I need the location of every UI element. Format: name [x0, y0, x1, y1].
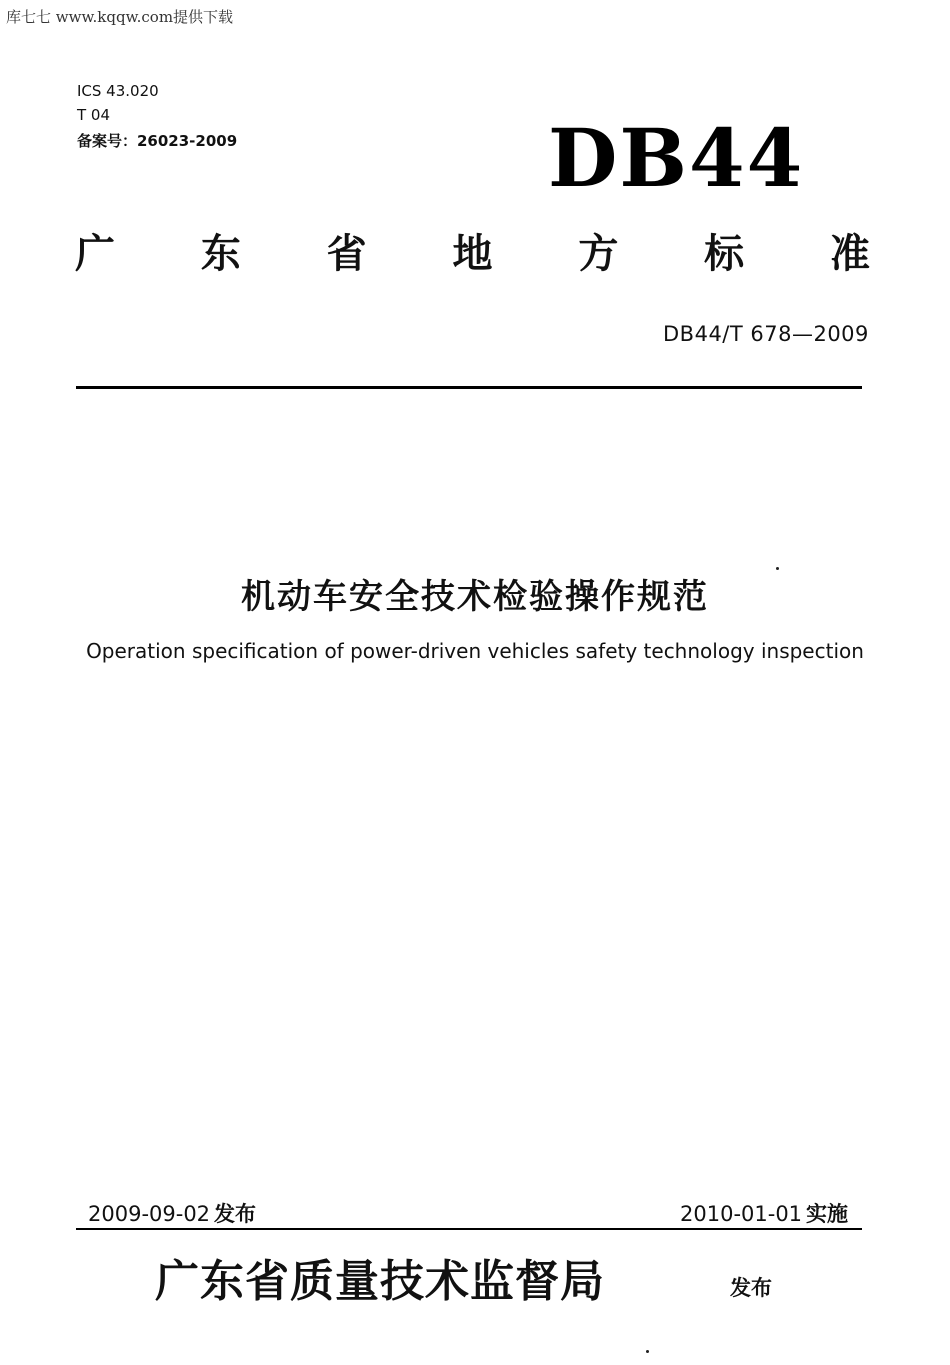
standard-type-char: 标	[704, 231, 745, 277]
standard-code: DB44	[548, 111, 805, 205]
ics-code: ICS 43.020	[77, 82, 159, 100]
top-divider	[76, 386, 862, 389]
issuing-authority: 广东省质量技术监督局	[155, 1256, 605, 1307]
scan-speck	[776, 567, 779, 570]
issuing-authority-label: 发布	[730, 1276, 772, 1300]
title-chinese: 机动车安全技术检验操作规范	[241, 577, 709, 617]
standard-type-char: 准	[829, 231, 870, 277]
issue-date-value: 2009-09-02	[88, 1202, 211, 1226]
standard-type-char: 方	[578, 231, 619, 277]
issue-date	[88, 1198, 256, 1228]
standard-number: DB44/T 678—2009	[663, 322, 869, 346]
implementation-date-label: 实施	[806, 1202, 849, 1226]
issue-date-label: 发布	[214, 1202, 257, 1226]
record-number: 备案号：26023-2009	[77, 132, 238, 150]
bottom-divider	[76, 1228, 862, 1230]
classification-code: T 04	[77, 106, 111, 124]
standard-type-char: 地	[452, 231, 493, 277]
standard-type-char: 广	[75, 231, 115, 277]
title-english: Operation specification of power-driven vehicles safety technology inspection	[86, 639, 864, 663]
implementation-date	[680, 1198, 848, 1228]
implementation-date-value: 2010-01-01	[680, 1202, 803, 1226]
standard-type	[75, 231, 870, 277]
watermark-text: 库七七 www.kqqw.com提供下载	[6, 8, 234, 26]
standard-type-char: 东	[200, 231, 241, 277]
standard-type-char: 省	[326, 231, 367, 277]
scan-speck	[646, 1350, 649, 1353]
